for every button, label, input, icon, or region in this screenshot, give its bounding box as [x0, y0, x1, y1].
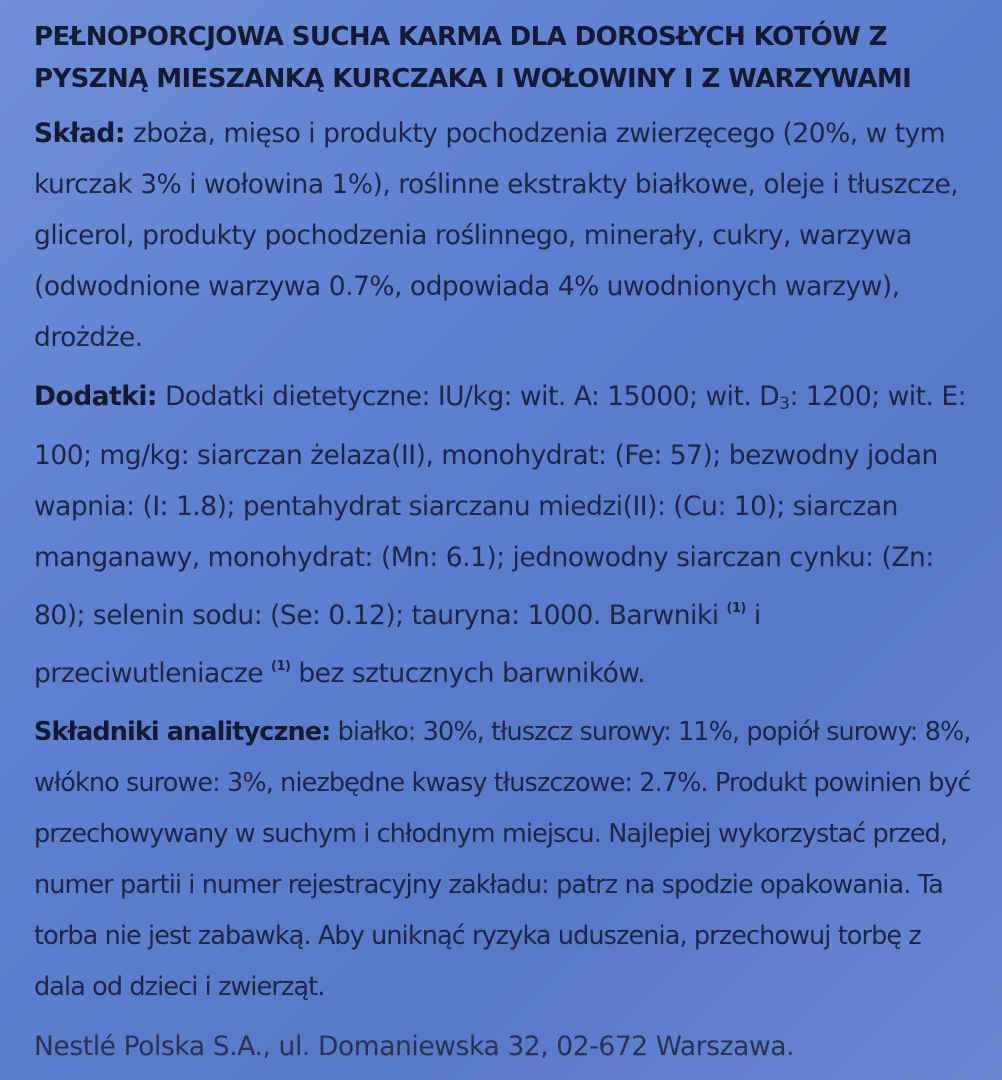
additives-paragraph — [34, 371, 974, 699]
product-heading: PEŁNOPORCJOWA SUCHA KARMA DLA DOROSŁYCH KOTÓW Z PYSZNĄ MIESZANKĄ KURCZAKA I WOŁOWINY I Z WARZYWAMI — [34, 22, 912, 94]
vitamin-d-subscript: 3 — [779, 394, 790, 414]
product-label — [34, 16, 974, 1072]
composition-paragraph — [34, 108, 974, 363]
composition-label: Skład: — [34, 118, 125, 149]
additives-text-a: Dodatki dietetyczne: IU/kg: wit. A: 15000; wit. D — [157, 381, 780, 412]
analytical-label: Składniki analityczne: — [34, 717, 331, 747]
composition-text: zboża, mięso i produkty pochodzenia zwierzęcego (20%, w tym kurczak 3% i wołowina 1%), roślinne ekstrakty białkowe, oleje i tłuszcze, glicerol, produkty pochodzenia roślinnego, minerały, cukry, warzywa (odwodnione warzywa 0.7%, odpowiada 4% uwodnionych warzyw), drożdże. — [34, 118, 959, 353]
additives-text-c: i przeciwutleniacze — [34, 600, 761, 689]
analytical-text: białko: 30%, tłuszcz surowy: 11%, popiół surowy: 8%, włókno surowe: 3%, niezbędne kwasy tłuszczowe: 2.7%. Produkt powinien być przechowywany w suchym i chłodnym miejscu. Najlepiej wykorzystać przed, numer partii i numer rejestracyjny zakładu: patrz na spodzie opakowania. Ta torba nie jest zabawką. Aby uniknąć ryzyka uduszenia, przechowuj torbę z dala od dzieci i zwierząt. — [34, 717, 971, 1002]
additives-text-b: : 1200; wit. E: 100; mg/kg: siarczan żelaza(II), monohydrat: (Fe: 57); bezwodny jodan wapnia: (I: 1.8); pentahydrat siarczanu miedzi(II): (Cu: 10); siarczan manganawy, monohydrat: (Mn: 6.1); jednowodny siarczan cynku: (Zn: 80); selenin sodu: (Se: 0.12); tauryna: 1000. Barwniki — [34, 381, 967, 631]
manufacturer-address: Nestlé Polska S.A., ul. Domaniewska 32, 02-672 Warszawa. — [34, 1031, 795, 1062]
footnote-marker: (1) — [726, 601, 746, 616]
analytical-paragraph — [34, 707, 974, 1013]
footnote-marker: (1) — [271, 659, 291, 674]
additives-text-d: bez sztucznych barwników. — [290, 658, 646, 689]
additives-label: Dodatki: — [34, 381, 158, 412]
